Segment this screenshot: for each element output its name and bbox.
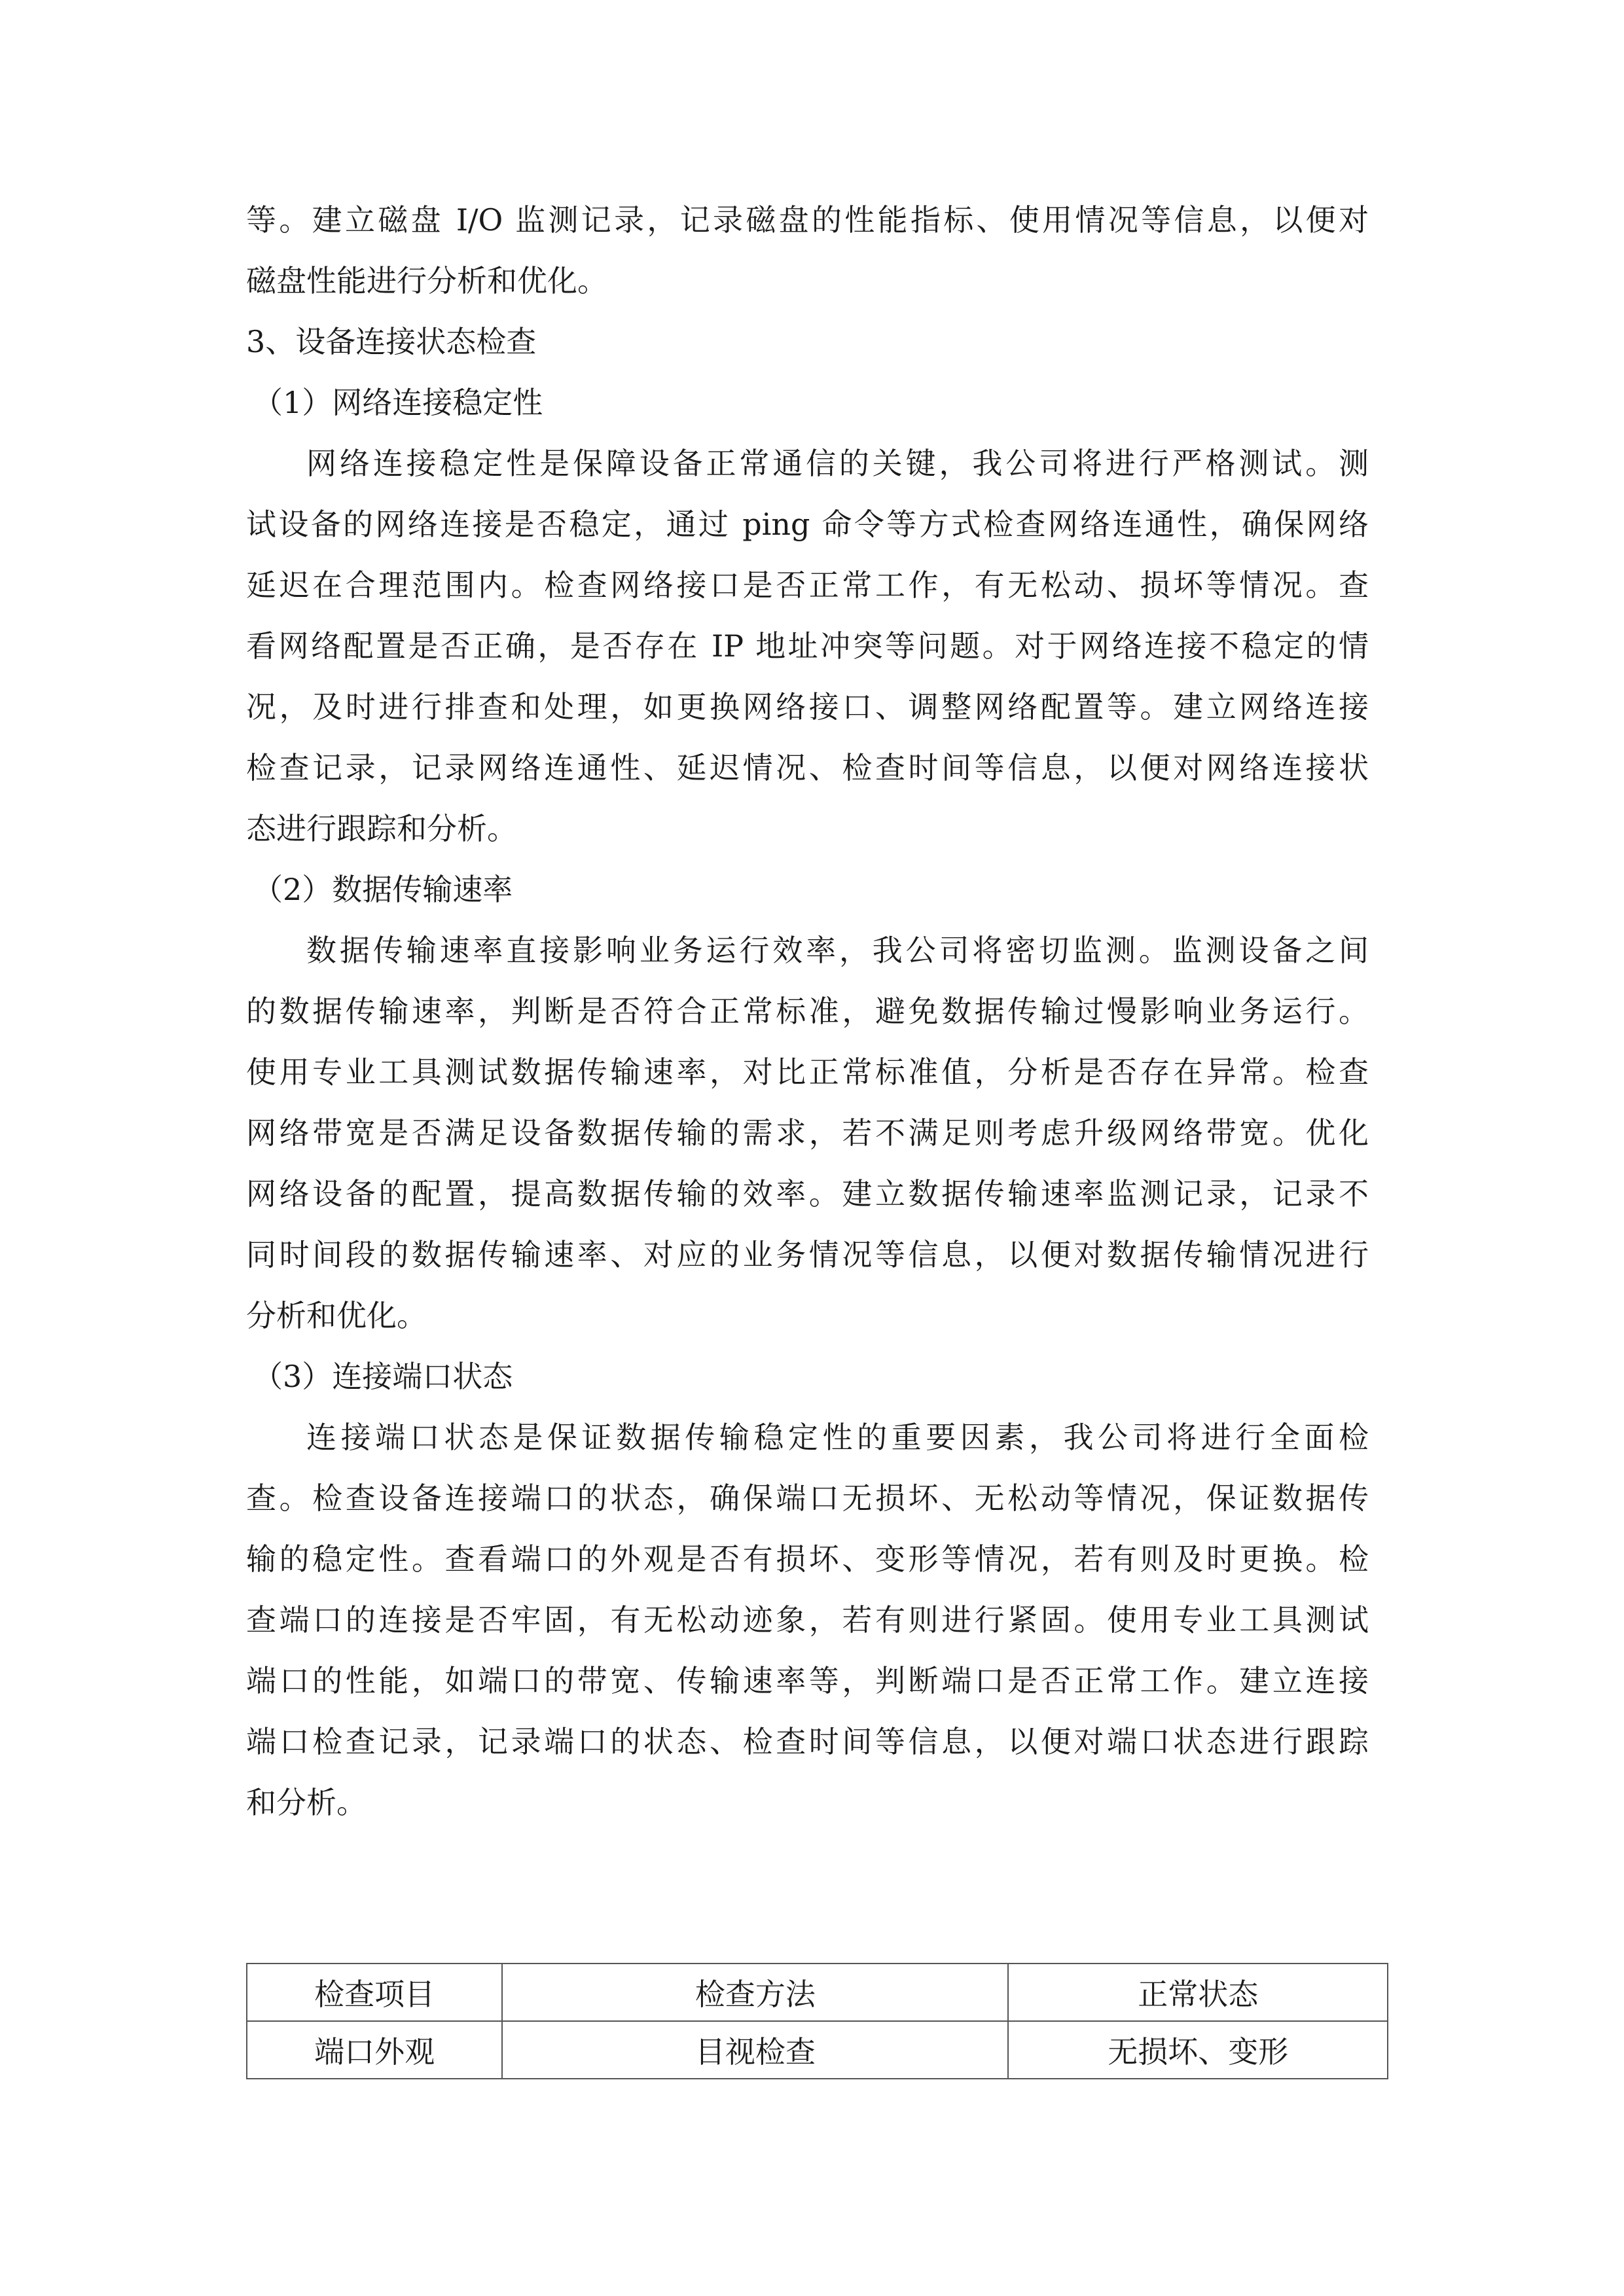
port-line-5: 端口的性能，如端口的带宽、传输速率等，判断端口是否正常工作。建立连接 [246, 1663, 1369, 1698]
rate-line-1: 数据传输速率直接影响业务运行效率，我公司将密切监测。监测设备之间 [306, 933, 1369, 968]
network-line-3: 延迟在合理范围内。检查网络接口是否正常工作，有无松动、损坏等情况。查 [246, 567, 1369, 603]
network-line-4: 看网络配置是否正确，是否存在 IP 地址冲突等问题。对于网络连接不稳定的情 [246, 628, 1369, 664]
rate-line-2: 的数据传输速率，判断是否符合正常标准，避免数据传输过慢影响业务运行。 [246, 994, 1369, 1029]
table-row [247, 2021, 1388, 2079]
table-header-cell: 检查方法 [502, 1964, 1008, 2021]
network-line-1: 网络连接稳定性是保障设备正常通信的关键，我公司将进行严格测试。测 [306, 446, 1369, 481]
rate-line-6: 同时间段的数据传输速率、对应的业务情况等信息，以便对数据传输情况进行 [246, 1237, 1369, 1272]
rate-line-3: 使用专业工具测试数据传输速率，对比正常标准值，分析是否存在异常。检查 [246, 1054, 1369, 1090]
port-line-3: 输的稳定性。查看端口的外观是否有损坏、变形等情况，若有则及时更换。检 [246, 1541, 1369, 1577]
port-line-6: 端口检查记录，记录端口的状态、检查时间等信息，以便对端口状态进行跟踪 [246, 1724, 1369, 1759]
rate-line-4: 网络带宽是否满足设备数据传输的需求，若不满足则考虑升级网络带宽。优化 [246, 1115, 1369, 1151]
intro-line-2: 磁盘性能进行分析和优化。 [246, 263, 607, 298]
network-line-7: 态进行跟踪和分析。 [246, 811, 517, 846]
table-header-cell: 检查项目 [247, 1964, 502, 2021]
rate-line-7: 分析和优化。 [246, 1298, 427, 1333]
port-line-1: 连接端口状态是保证数据传输稳定性的重要因素，我公司将进行全面检 [306, 1420, 1369, 1455]
subsection-title-transfer-rate: （2）数据传输速率 [253, 872, 513, 907]
table-cell: 目视检查 [502, 2021, 1008, 2079]
section-title: 3、设备连接状态检查 [246, 324, 537, 359]
intro-line-1: 等。建立磁盘 I/O 监测记录，记录磁盘的性能指标、使用情况等信息，以便对 [246, 202, 1369, 238]
rate-line-5: 网络设备的配置，提高数据传输的效率。建立数据传输速率监测记录，记录不 [246, 1176, 1369, 1211]
subsection-title-port-status: （3）连接端口状态 [253, 1359, 513, 1394]
document-page [246, 190, 1388, 1833]
port-line-4: 查端口的连接是否牢固，有无松动迹象，若有则进行紧固。使用专业工具测试 [246, 1602, 1369, 1638]
table-cell: 无损坏、变形 [1008, 2021, 1388, 2079]
inspection-table [246, 1963, 1388, 2079]
table-header-cell: 正常状态 [1008, 1964, 1388, 2021]
table-cell: 端口外观 [247, 2021, 502, 2079]
subsection-title-network: （1）网络连接稳定性 [253, 385, 543, 420]
network-line-5: 况，及时进行排查和处理，如更换网络接口、调整网络配置等。建立网络连接 [246, 689, 1369, 725]
network-line-6: 检查记录，记录网络连通性、延迟情况、检查时间等信息，以便对网络连接状 [246, 750, 1369, 785]
table-header-row [247, 1964, 1388, 2021]
port-line-7: 和分析。 [246, 1785, 367, 1820]
network-line-2: 试设备的网络连接是否稳定，通过 ping 命令等方式检查网络连通性，确保网络 [246, 507, 1369, 542]
port-line-2: 查。检查设备连接端口的状态，确保端口无损坏、无松动等情况，保证数据传 [246, 1480, 1369, 1516]
